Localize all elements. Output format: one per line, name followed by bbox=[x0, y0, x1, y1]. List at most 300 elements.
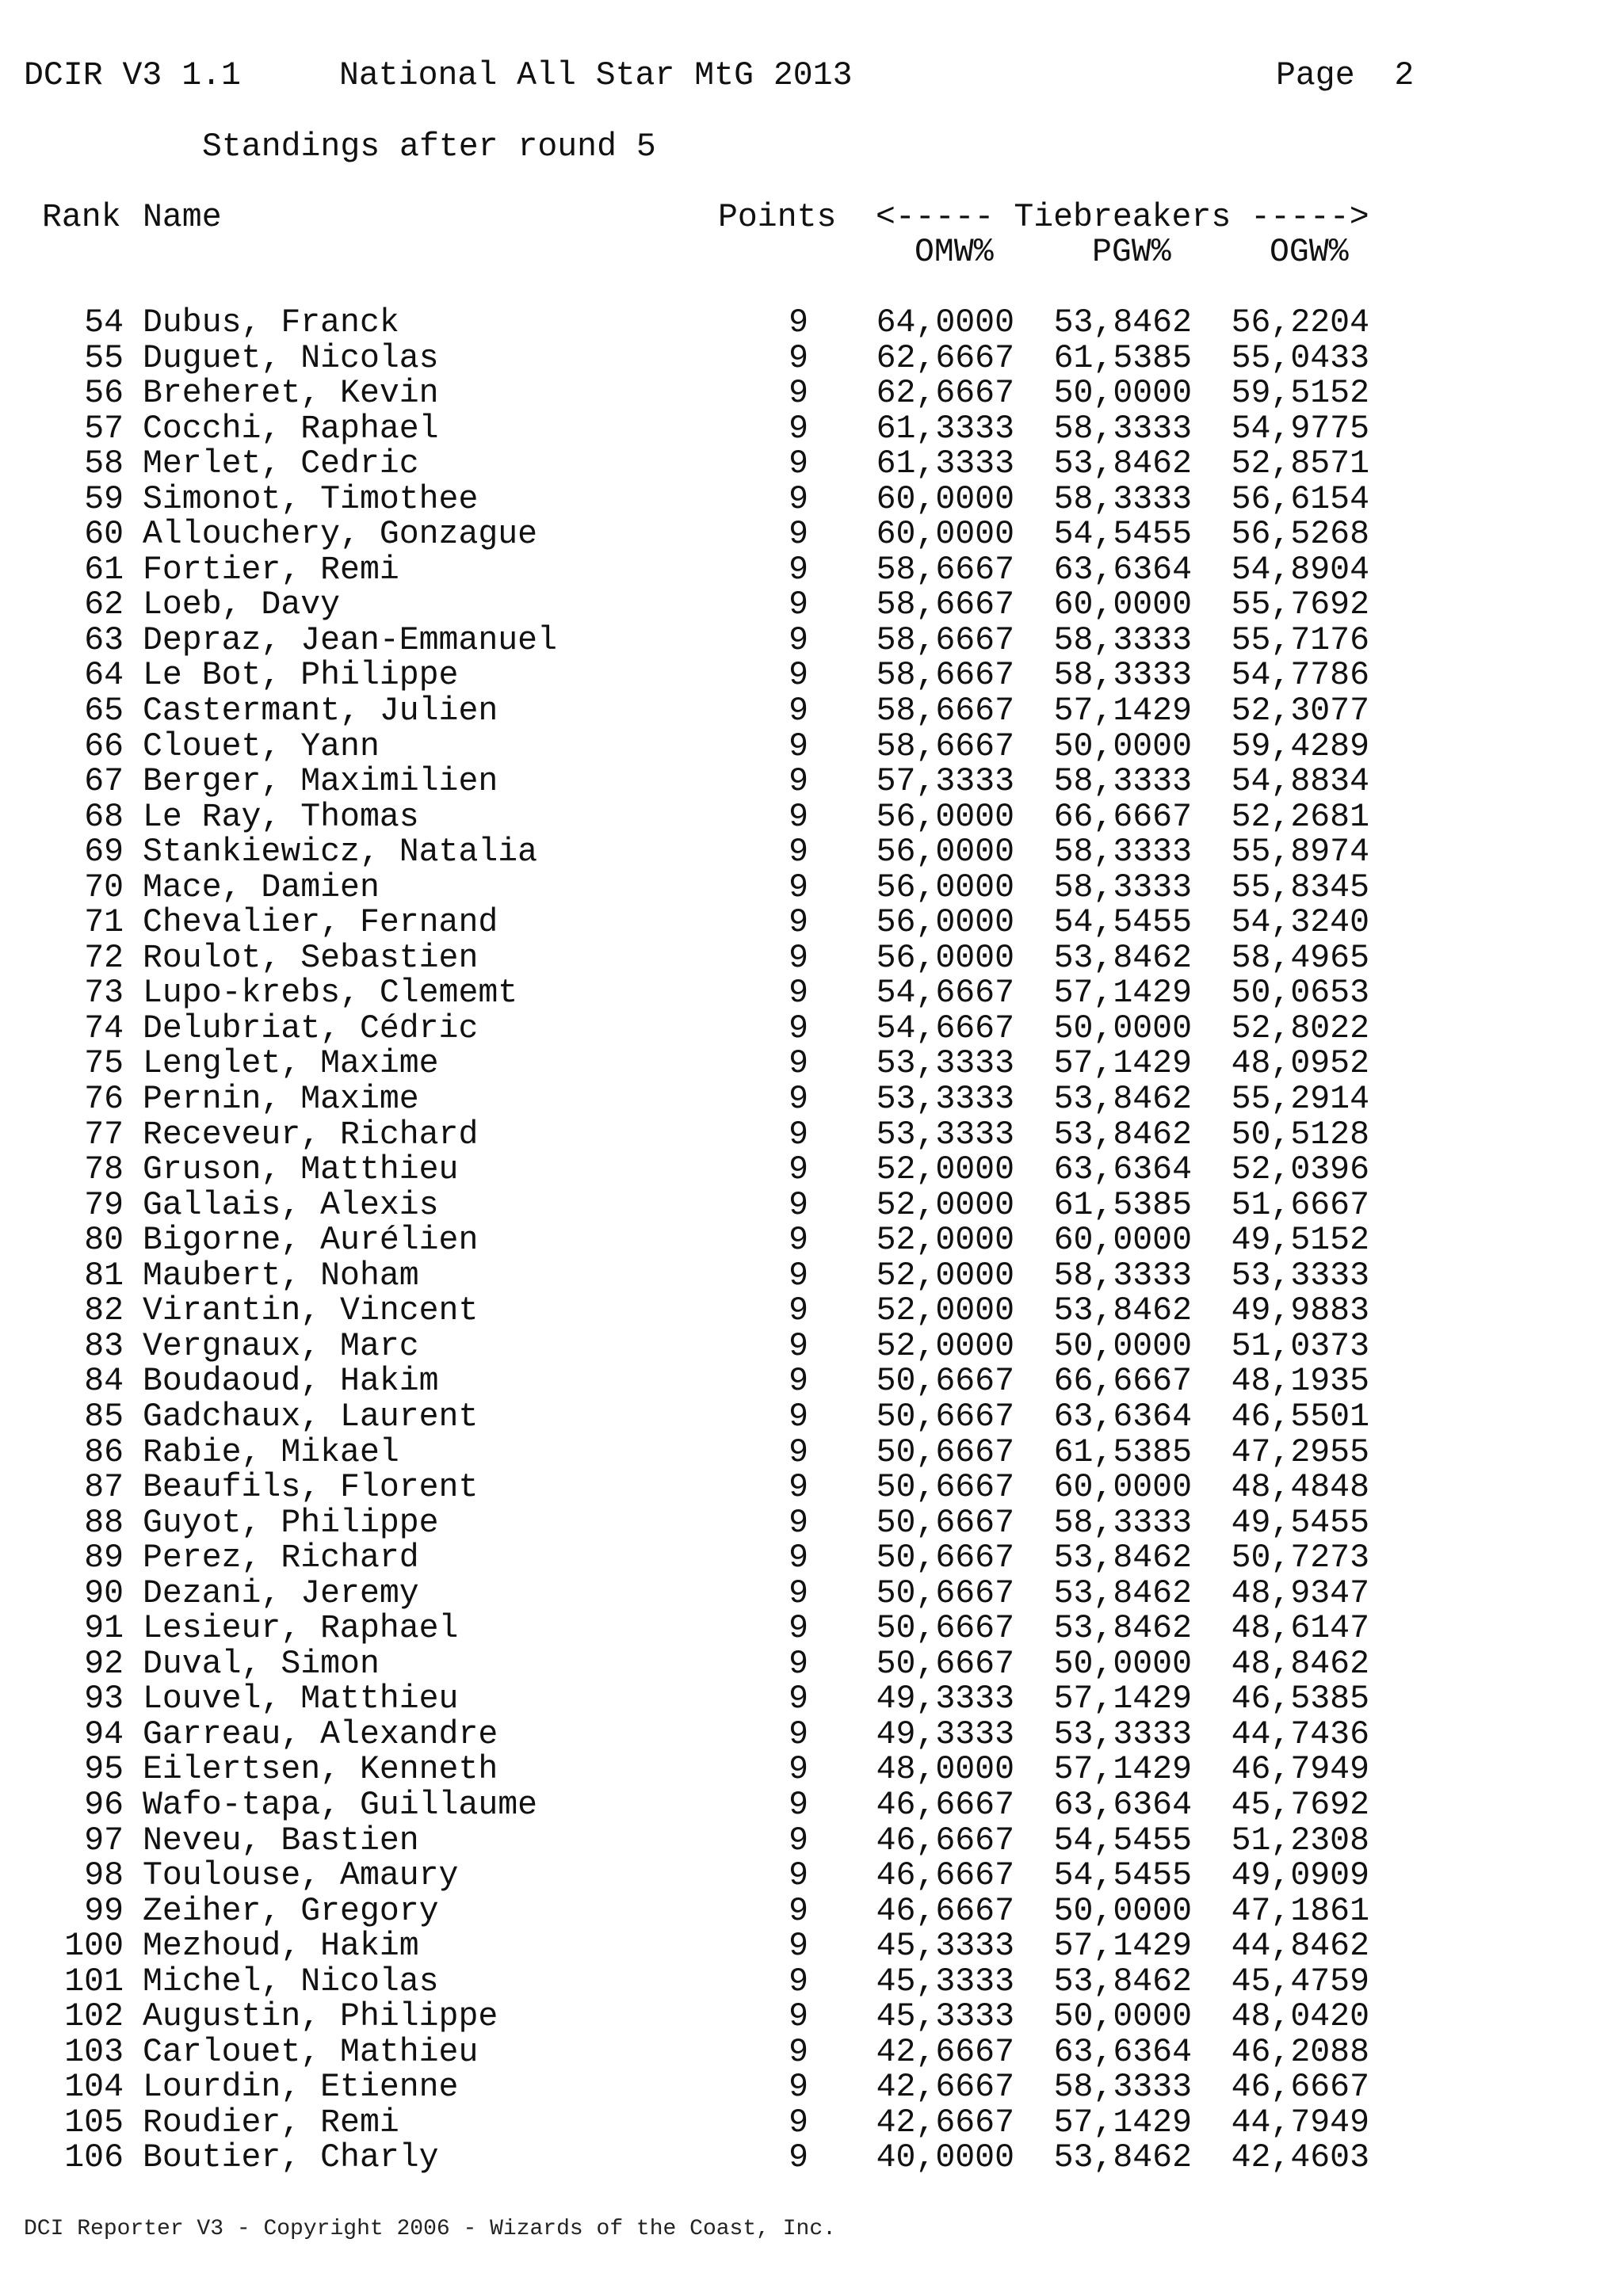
table-row bbox=[0, 621, 1623, 659]
pgw-cell: 61,5385 bbox=[1053, 1433, 1192, 1471]
rank-cell: 95 bbox=[84, 1751, 124, 1789]
omw-cell: 50,6667 bbox=[876, 1363, 1014, 1401]
player-name-cell: Guyot, Philippe bbox=[143, 1504, 439, 1542]
player-name-cell: Loeb, Davy bbox=[143, 586, 341, 624]
points-cell: 9 bbox=[789, 1081, 808, 1119]
table-row bbox=[0, 906, 1623, 941]
points-cell: 9 bbox=[789, 763, 808, 801]
player-name-cell: Le Ray, Thomas bbox=[143, 798, 419, 836]
pgw-cell: 63,6364 bbox=[1053, 1151, 1192, 1189]
table-row bbox=[0, 1118, 1623, 1154]
player-name-cell: Dezani, Jeremy bbox=[143, 1574, 419, 1612]
ogw-cell: 54,7786 bbox=[1231, 657, 1369, 695]
pgw-cell: 66,6667 bbox=[1053, 798, 1192, 836]
ogw-cell: 52,3077 bbox=[1231, 692, 1369, 730]
ogw-cell: 50,5128 bbox=[1231, 1116, 1369, 1154]
rank-cell: 104 bbox=[64, 2069, 124, 2107]
player-name-cell: Zeiher, Gregory bbox=[143, 1892, 439, 1930]
column-header-omw: OMW% bbox=[915, 234, 994, 271]
ogw-cell: 45,7692 bbox=[1231, 1786, 1369, 1824]
ogw-cell: 52,2681 bbox=[1231, 798, 1369, 836]
omw-cell: 42,6667 bbox=[876, 2103, 1014, 2142]
table-row bbox=[0, 376, 1623, 412]
pgw-cell: 63,6364 bbox=[1053, 551, 1192, 589]
points-cell: 9 bbox=[789, 2033, 808, 2071]
table-row bbox=[0, 1047, 1623, 1082]
omw-cell: 50,6667 bbox=[876, 1539, 1014, 1577]
table-row bbox=[0, 2070, 1623, 2106]
omw-cell: 45,3333 bbox=[876, 1928, 1014, 1966]
points-cell: 9 bbox=[789, 904, 808, 942]
rank-cell: 103 bbox=[64, 2033, 124, 2071]
omw-cell: 62,6667 bbox=[876, 375, 1014, 413]
pgw-cell: 53,8462 bbox=[1053, 939, 1192, 977]
page-number: Page 2 bbox=[1276, 57, 1415, 94]
points-cell: 9 bbox=[789, 304, 808, 341]
ogw-cell: 52,8022 bbox=[1231, 1009, 1369, 1047]
player-name-cell: Duval, Simon bbox=[143, 1645, 380, 1683]
table-row bbox=[0, 1223, 1623, 1259]
pgw-cell: 50,0000 bbox=[1053, 1998, 1192, 2036]
points-cell: 9 bbox=[789, 1645, 808, 1683]
points-cell: 9 bbox=[789, 1574, 808, 1612]
pgw-cell: 53,3333 bbox=[1053, 1715, 1192, 1753]
omw-cell: 49,3333 bbox=[876, 1715, 1014, 1753]
table-row bbox=[0, 517, 1623, 553]
rank-cell: 82 bbox=[84, 1292, 124, 1330]
points-cell: 9 bbox=[789, 1116, 808, 1154]
player-name-cell: Carlouet, Mathieu bbox=[143, 2033, 479, 2071]
rank-cell: 70 bbox=[84, 868, 124, 906]
pgw-cell: 58,3333 bbox=[1053, 868, 1192, 906]
points-cell: 9 bbox=[789, 586, 808, 624]
ogw-cell: 54,8904 bbox=[1231, 551, 1369, 589]
points-cell: 9 bbox=[789, 551, 808, 589]
rank-cell: 105 bbox=[64, 2103, 124, 2142]
pgw-cell: 54,5455 bbox=[1053, 904, 1192, 942]
pgw-cell: 58,3333 bbox=[1053, 410, 1192, 448]
pgw-cell: 50,0000 bbox=[1053, 1892, 1192, 1930]
table-row bbox=[0, 800, 1623, 836]
ogw-cell: 46,2088 bbox=[1231, 2033, 1369, 2071]
pgw-cell: 57,1429 bbox=[1053, 1045, 1192, 1083]
player-name-cell: Receveur, Richard bbox=[143, 1116, 479, 1154]
omw-cell: 58,6667 bbox=[876, 586, 1014, 624]
pgw-cell: 53,8462 bbox=[1053, 1116, 1192, 1154]
rank-cell: 62 bbox=[84, 586, 124, 624]
player-name-cell: Lesieur, Raphael bbox=[143, 1610, 459, 1648]
table-row bbox=[0, 1506, 1623, 1542]
player-name-cell: Allouchery, Gonzague bbox=[143, 516, 538, 554]
omw-cell: 53,3333 bbox=[876, 1081, 1014, 1119]
ogw-cell: 55,8974 bbox=[1231, 833, 1369, 871]
omw-cell: 45,3333 bbox=[876, 1998, 1014, 2036]
omw-cell: 58,6667 bbox=[876, 621, 1014, 659]
ogw-cell: 59,4289 bbox=[1231, 727, 1369, 765]
rank-cell: 98 bbox=[84, 1857, 124, 1895]
table-row bbox=[0, 1541, 1623, 1577]
pgw-cell: 57,1429 bbox=[1053, 692, 1192, 730]
rank-cell: 84 bbox=[84, 1363, 124, 1401]
pgw-cell: 57,1429 bbox=[1053, 2103, 1192, 2142]
ogw-cell: 49,5455 bbox=[1231, 1504, 1369, 1542]
points-cell: 9 bbox=[789, 1186, 808, 1224]
ogw-cell: 45,4759 bbox=[1231, 1962, 1369, 2000]
points-cell: 9 bbox=[789, 1504, 808, 1542]
omw-cell: 58,6667 bbox=[876, 551, 1014, 589]
rank-cell: 93 bbox=[84, 1680, 124, 1718]
points-cell: 9 bbox=[789, 1539, 808, 1577]
pgw-cell: 53,8462 bbox=[1053, 1081, 1192, 1119]
table-row bbox=[0, 941, 1623, 977]
omw-cell: 52,0000 bbox=[876, 1222, 1014, 1260]
rank-cell: 60 bbox=[84, 516, 124, 554]
ogw-cell: 49,5152 bbox=[1231, 1222, 1369, 1260]
rank-cell: 57 bbox=[84, 410, 124, 448]
omw-cell: 42,6667 bbox=[876, 2033, 1014, 2071]
ogw-cell: 48,6147 bbox=[1231, 1610, 1369, 1648]
table-row bbox=[0, 2103, 1623, 2142]
rank-cell: 81 bbox=[84, 1257, 124, 1295]
omw-cell: 56,0000 bbox=[876, 904, 1014, 942]
omw-cell: 50,6667 bbox=[876, 1433, 1014, 1471]
rank-cell: 76 bbox=[84, 1081, 124, 1119]
ogw-cell: 56,6154 bbox=[1231, 480, 1369, 518]
rank-cell: 106 bbox=[64, 2139, 124, 2177]
omw-cell: 50,6667 bbox=[876, 1504, 1014, 1542]
pgw-cell: 57,1429 bbox=[1053, 1680, 1192, 1718]
omw-cell: 48,0000 bbox=[876, 1751, 1014, 1789]
points-cell: 9 bbox=[789, 1363, 808, 1401]
rank-cell: 89 bbox=[84, 1539, 124, 1577]
player-name-cell: Michel, Nicolas bbox=[143, 1962, 439, 2000]
omw-cell: 56,0000 bbox=[876, 939, 1014, 977]
omw-cell: 52,0000 bbox=[876, 1151, 1014, 1189]
table-row bbox=[0, 694, 1623, 730]
ogw-cell: 55,2914 bbox=[1231, 1081, 1369, 1119]
omw-cell: 50,6667 bbox=[876, 1610, 1014, 1648]
pgw-cell: 53,8462 bbox=[1053, 2139, 1192, 2177]
rank-cell: 97 bbox=[84, 1821, 124, 1859]
table-row bbox=[0, 1962, 1623, 2000]
points-cell: 9 bbox=[789, 1928, 808, 1966]
rank-cell: 96 bbox=[84, 1786, 124, 1824]
omw-cell: 52,0000 bbox=[876, 1327, 1014, 1365]
ogw-cell: 50,0653 bbox=[1231, 974, 1369, 1013]
rank-cell: 64 bbox=[84, 657, 124, 695]
omw-cell: 52,0000 bbox=[876, 1257, 1014, 1295]
rank-cell: 87 bbox=[84, 1469, 124, 1507]
column-header-ogw: OGW% bbox=[1270, 234, 1349, 271]
player-name-cell: Clouet, Yann bbox=[143, 727, 380, 765]
omw-cell: 54,6667 bbox=[876, 1009, 1014, 1047]
player-name-cell: Bigorne, Aurélien bbox=[143, 1222, 479, 1260]
table-row bbox=[0, 1647, 1623, 1683]
pgw-cell: 57,1429 bbox=[1053, 974, 1192, 1013]
omw-cell: 46,6667 bbox=[876, 1821, 1014, 1859]
pgw-cell: 50,0000 bbox=[1053, 1327, 1192, 1365]
pgw-cell: 58,3333 bbox=[1053, 621, 1192, 659]
table-row bbox=[0, 1009, 1623, 1047]
table-row bbox=[0, 1188, 1623, 1224]
event-title: National All Star MtG 2013 bbox=[339, 57, 853, 94]
table-row bbox=[0, 1715, 1623, 1753]
ogw-cell: 52,0396 bbox=[1231, 1151, 1369, 1189]
table-row bbox=[0, 306, 1623, 341]
ogw-cell: 51,0373 bbox=[1231, 1327, 1369, 1365]
ogw-cell: 42,4603 bbox=[1231, 2139, 1369, 2177]
player-name-cell: Dubus, Franck bbox=[143, 304, 399, 341]
points-cell: 9 bbox=[789, 1857, 808, 1895]
player-name-cell: Roulot, Sebastien bbox=[143, 939, 479, 977]
points-cell: 9 bbox=[789, 1962, 808, 2000]
player-name-cell: Gadchaux, Laurent bbox=[143, 1398, 479, 1436]
ogw-cell: 47,1861 bbox=[1231, 1892, 1369, 1930]
table-row bbox=[0, 1788, 1623, 1824]
player-name-cell: Gallais, Alexis bbox=[143, 1186, 439, 1224]
ogw-cell: 48,9347 bbox=[1231, 1574, 1369, 1612]
player-name-cell: Wafo-tapa, Guillaume bbox=[143, 1786, 538, 1824]
rank-cell: 68 bbox=[84, 798, 124, 836]
points-cell: 9 bbox=[789, 516, 808, 554]
table-row bbox=[0, 553, 1623, 589]
pgw-cell: 57,1429 bbox=[1053, 1928, 1192, 1966]
rank-cell: 88 bbox=[84, 1504, 124, 1542]
omw-cell: 52,0000 bbox=[876, 1292, 1014, 1330]
player-name-cell: Lourdin, Etienne bbox=[143, 2069, 459, 2107]
player-name-cell: Lupo-krebs, Clememt bbox=[143, 974, 518, 1013]
rank-cell: 92 bbox=[84, 1645, 124, 1683]
copyright-footer: DCI Reporter V3 - Copyright 2006 - Wizards of the Coast, Inc. bbox=[24, 2217, 836, 2241]
ogw-cell: 54,3240 bbox=[1231, 904, 1369, 942]
omw-cell: 46,6667 bbox=[876, 1786, 1014, 1824]
omw-cell: 50,6667 bbox=[876, 1574, 1014, 1612]
pgw-cell: 53,8462 bbox=[1053, 1610, 1192, 1648]
rank-cell: 79 bbox=[84, 1186, 124, 1224]
points-cell: 9 bbox=[789, 692, 808, 730]
player-name-cell: Mezhoud, Hakim bbox=[143, 1928, 419, 1966]
ogw-cell: 44,7436 bbox=[1231, 1715, 1369, 1753]
ogw-cell: 48,0420 bbox=[1231, 1998, 1369, 2036]
player-name-cell: Duguet, Nicolas bbox=[143, 339, 439, 377]
pgw-cell: 63,6364 bbox=[1053, 1398, 1192, 1436]
pgw-cell: 58,3333 bbox=[1053, 833, 1192, 871]
points-cell: 9 bbox=[789, 974, 808, 1013]
pgw-cell: 50,0000 bbox=[1053, 375, 1192, 413]
pgw-cell: 54,5455 bbox=[1053, 1857, 1192, 1895]
ogw-cell: 47,2955 bbox=[1231, 1433, 1369, 1471]
omw-cell: 58,6667 bbox=[876, 727, 1014, 765]
points-cell: 9 bbox=[789, 1786, 808, 1824]
player-name-cell: Louvel, Matthieu bbox=[143, 1680, 459, 1718]
player-name-cell: Gruson, Matthieu bbox=[143, 1151, 459, 1189]
table-row bbox=[0, 765, 1623, 800]
points-cell: 9 bbox=[789, 2103, 808, 2142]
pgw-cell: 63,6364 bbox=[1053, 1786, 1192, 1824]
ogw-cell: 52,8571 bbox=[1231, 445, 1369, 483]
omw-cell: 54,6667 bbox=[876, 974, 1014, 1013]
rank-cell: 59 bbox=[84, 480, 124, 518]
omw-cell: 46,6667 bbox=[876, 1892, 1014, 1930]
rank-cell: 66 bbox=[84, 727, 124, 765]
omw-cell: 56,0000 bbox=[876, 833, 1014, 871]
ogw-cell: 48,4848 bbox=[1231, 1469, 1369, 1507]
table-row bbox=[0, 658, 1623, 694]
table-row bbox=[0, 1259, 1623, 1295]
pgw-cell: 57,1429 bbox=[1053, 1751, 1192, 1789]
pgw-cell: 50,0000 bbox=[1053, 1009, 1192, 1047]
points-cell: 9 bbox=[789, 410, 808, 448]
table-row bbox=[0, 2000, 1623, 2035]
points-cell: 9 bbox=[789, 480, 808, 518]
points-cell: 9 bbox=[789, 1751, 808, 1789]
ogw-cell: 46,6667 bbox=[1231, 2069, 1369, 2107]
pgw-cell: 58,3333 bbox=[1053, 657, 1192, 695]
pgw-cell: 53,8462 bbox=[1053, 1962, 1192, 2000]
player-name-cell: Virantin, Vincent bbox=[143, 1292, 479, 1330]
points-cell: 9 bbox=[789, 727, 808, 765]
player-name-cell: Chevalier, Fernand bbox=[143, 904, 498, 942]
points-cell: 9 bbox=[789, 1610, 808, 1648]
rank-cell: 54 bbox=[84, 304, 124, 341]
column-header-name: Name bbox=[143, 199, 222, 236]
rank-cell: 94 bbox=[84, 1715, 124, 1753]
ogw-cell: 53,3333 bbox=[1231, 1257, 1369, 1295]
player-name-cell: Roudier, Remi bbox=[143, 2103, 399, 2142]
player-name-cell: Simonot, Timothee bbox=[143, 480, 479, 518]
table-row bbox=[0, 412, 1623, 448]
player-name-cell: Castermant, Julien bbox=[143, 692, 498, 730]
table-row bbox=[0, 1894, 1623, 1930]
points-cell: 9 bbox=[789, 1892, 808, 1930]
ogw-cell: 55,8345 bbox=[1231, 868, 1369, 906]
ogw-cell: 59,5152 bbox=[1231, 375, 1369, 413]
points-cell: 9 bbox=[789, 1998, 808, 2036]
points-cell: 9 bbox=[789, 445, 808, 483]
omw-cell: 53,3333 bbox=[876, 1045, 1014, 1083]
ogw-cell: 51,2308 bbox=[1231, 1821, 1369, 1859]
rank-cell: 65 bbox=[84, 692, 124, 730]
player-name-cell: Breheret, Kevin bbox=[143, 375, 439, 413]
points-cell: 9 bbox=[789, 868, 808, 906]
omw-cell: 52,0000 bbox=[876, 1186, 1014, 1224]
pgw-cell: 61,5385 bbox=[1053, 1186, 1192, 1224]
ogw-cell: 48,1935 bbox=[1231, 1363, 1369, 1401]
pgw-cell: 58,3333 bbox=[1053, 763, 1192, 801]
pgw-cell: 53,8462 bbox=[1053, 1539, 1192, 1577]
rank-cell: 75 bbox=[84, 1045, 124, 1083]
omw-cell: 50,6667 bbox=[876, 1645, 1014, 1683]
player-name-cell: Boudaoud, Hakim bbox=[143, 1363, 439, 1401]
player-name-cell: Garreau, Alexandre bbox=[143, 1715, 498, 1753]
points-cell: 9 bbox=[789, 657, 808, 695]
player-name-cell: Toulouse, Amaury bbox=[143, 1857, 459, 1895]
rank-cell: 85 bbox=[84, 1398, 124, 1436]
player-name-cell: Berger, Maximilien bbox=[143, 763, 498, 801]
omw-cell: 50,6667 bbox=[876, 1469, 1014, 1507]
table-row bbox=[0, 2035, 1623, 2071]
rank-cell: 56 bbox=[84, 375, 124, 413]
points-cell: 9 bbox=[789, 2139, 808, 2177]
points-cell: 9 bbox=[789, 1715, 808, 1753]
points-cell: 9 bbox=[789, 1327, 808, 1365]
table-row bbox=[0, 341, 1623, 377]
table-row bbox=[0, 976, 1623, 1012]
points-cell: 9 bbox=[789, 1151, 808, 1189]
points-cell: 9 bbox=[789, 1292, 808, 1330]
pgw-cell: 58,3333 bbox=[1053, 1257, 1192, 1295]
ogw-cell: 49,0909 bbox=[1231, 1857, 1369, 1895]
pgw-cell: 58,3333 bbox=[1053, 480, 1192, 518]
rank-cell: 101 bbox=[64, 1962, 124, 2000]
player-name-cell: Cocchi, Raphael bbox=[143, 410, 439, 448]
rank-cell: 90 bbox=[84, 1574, 124, 1612]
column-header-pgw: PGW% bbox=[1092, 234, 1171, 271]
omw-cell: 56,0000 bbox=[876, 868, 1014, 906]
pgw-cell: 60,0000 bbox=[1053, 586, 1192, 624]
table-row bbox=[0, 1329, 1623, 1365]
table-row bbox=[0, 482, 1623, 518]
player-name-cell: Boutier, Charly bbox=[143, 2139, 439, 2177]
pgw-cell: 53,8462 bbox=[1053, 304, 1192, 341]
ogw-cell: 50,7273 bbox=[1231, 1539, 1369, 1577]
points-cell: 9 bbox=[789, 939, 808, 977]
rank-cell: 83 bbox=[84, 1327, 124, 1365]
pgw-cell: 66,6667 bbox=[1053, 1363, 1192, 1401]
player-name-cell: Fortier, Remi bbox=[143, 551, 399, 589]
pgw-cell: 58,3333 bbox=[1053, 1504, 1192, 1542]
rank-cell: 71 bbox=[84, 904, 124, 942]
pgw-cell: 53,8462 bbox=[1053, 1574, 1192, 1612]
omw-cell: 50,6667 bbox=[876, 1398, 1014, 1436]
standings-table bbox=[0, 306, 1623, 2176]
table-row bbox=[0, 1929, 1623, 1965]
pgw-cell: 63,6364 bbox=[1053, 2033, 1192, 2071]
points-cell: 9 bbox=[789, 833, 808, 871]
table-row bbox=[0, 1611, 1623, 1647]
points-cell: 9 bbox=[789, 1680, 808, 1718]
points-cell: 9 bbox=[789, 339, 808, 377]
table-row bbox=[0, 2141, 1623, 2176]
rank-cell: 69 bbox=[84, 833, 124, 871]
table-row bbox=[0, 1433, 1623, 1471]
ogw-cell: 46,7949 bbox=[1231, 1751, 1369, 1789]
omw-cell: 57,3333 bbox=[876, 763, 1014, 801]
points-cell: 9 bbox=[789, 621, 808, 659]
points-cell: 9 bbox=[789, 1433, 808, 1471]
rank-cell: 55 bbox=[84, 339, 124, 377]
omw-cell: 56,0000 bbox=[876, 798, 1014, 836]
points-cell: 9 bbox=[789, 1009, 808, 1047]
ogw-cell: 48,0952 bbox=[1231, 1045, 1369, 1083]
omw-cell: 53,3333 bbox=[876, 1116, 1014, 1154]
player-name-cell: Rabie, Mikael bbox=[143, 1433, 399, 1471]
app-version: DCIR V3 1.1 bbox=[24, 57, 241, 94]
table-row bbox=[0, 1294, 1623, 1329]
rank-cell: 100 bbox=[64, 1928, 124, 1966]
rank-cell: 67 bbox=[84, 763, 124, 801]
points-cell: 9 bbox=[789, 798, 808, 836]
ogw-cell: 46,5385 bbox=[1231, 1680, 1369, 1718]
points-cell: 9 bbox=[789, 1821, 808, 1859]
table-row bbox=[0, 447, 1623, 482]
rank-cell: 86 bbox=[84, 1433, 124, 1471]
table-row bbox=[0, 1082, 1623, 1118]
ogw-cell: 54,9775 bbox=[1231, 410, 1369, 448]
table-row bbox=[0, 1682, 1623, 1718]
player-name-cell: Neveu, Bastien bbox=[143, 1821, 419, 1859]
column-header-points: Points bbox=[718, 199, 837, 236]
